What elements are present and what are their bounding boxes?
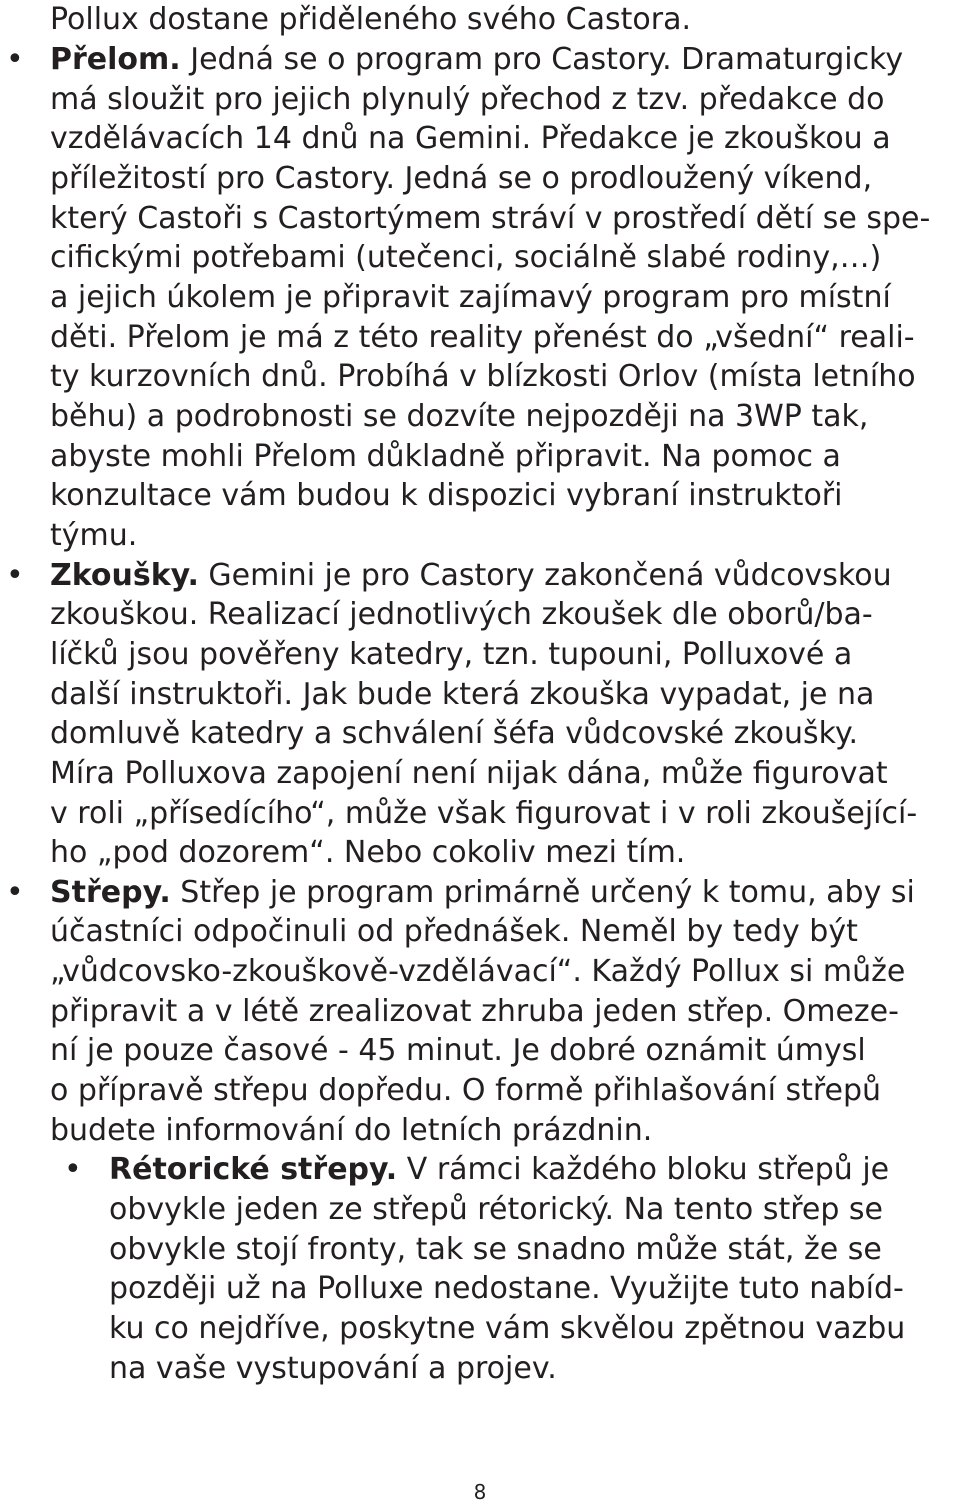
- zkousky-text-0: Gemini je pro Castory zakončená vůdcovskou: [198, 558, 892, 593]
- prelom-line-6: a jejich úkolem je připravit zajímavý program pro místní: [50, 280, 891, 315]
- prelom-line-2: vzdělávacích 14 dnů na Gemini. Předakce je zkouškou a: [50, 121, 891, 156]
- strepy-line-6: budete informování do letních prázdnin.: [50, 1113, 653, 1148]
- strepy-line-1: účastníci odpočinuli od přednášek. Neměl by tedy být: [50, 914, 858, 949]
- zkousky-line-1: zkouškou. Realizací jednotlivých zkoušek dle oborů/ba-: [50, 597, 873, 632]
- strepy-line-3: připravit a v létě zrealizovat zhruba jeden střep. Omeze-: [50, 994, 899, 1029]
- bullet-zkousky: •: [6, 558, 24, 593]
- retoricke-title: Rétorické střepy.: [109, 1152, 398, 1187]
- retoricke-line-0: [109, 1150, 889, 1190]
- strepy-line-2: „vůdcovsko-zkouškově-vzdělávací“. Každý Pollux si může: [50, 954, 906, 989]
- prelom-line-7: děti. Přelom je má z této reality přenést do „všední“ reali-: [50, 320, 915, 355]
- prelom-line-4: který Castoři s Castortýmem stráví v prostředí dětí se spe-: [50, 201, 931, 236]
- bullet-prelom: •: [6, 42, 24, 77]
- strepy-title: Střepy.: [50, 875, 171, 910]
- strepy-line-0: [50, 873, 915, 913]
- prelom-line-9: běhu) a podrobnosti se dozvíte nejpozději na 3WP tak,: [50, 399, 869, 434]
- zkousky-line-4: domluvě katedry a schválení šéfa vůdcovské zkoušky.: [50, 716, 858, 751]
- zkousky-title: Zkoušky.: [50, 558, 199, 593]
- zkousky-line-7: ho „pod dozorem“. Nebo cokoliv mezi tím.: [50, 835, 686, 870]
- prelom-title: Přelom.: [50, 42, 181, 77]
- prelom-line-0: [50, 40, 903, 80]
- zkousky-line-3: další instruktoři. Jak bude která zkouška vypadat, je na: [50, 677, 875, 712]
- retoricke-line-1: obvykle jeden ze střepů rétorický. Na tento střep se: [109, 1192, 884, 1227]
- retoricke-line-4: ku co nejdříve, poskytne vám skvělou zpětnou vazbu: [109, 1311, 906, 1346]
- prelom-line-3: příležitostí pro Castory. Jedná se o prodloužený víkend,: [50, 161, 873, 196]
- strepy-line-5: o přípravě střepu dopředu. O formě přihlašování střepů: [50, 1073, 882, 1108]
- prelom-text-0: Jedná se o program pro Castory. Dramaturgicky: [180, 42, 904, 77]
- zkousky-line-0: [50, 556, 892, 596]
- zkousky-line-5: Míra Polluxova zapojení není nijak dána, může figurovat: [50, 756, 888, 791]
- prelom-line-8: ty kurzovních dnů. Probíhá v blízkosti Orlov (místa letního: [50, 359, 916, 394]
- retoricke-line-5: na vaše vystupování a projev.: [109, 1351, 557, 1386]
- retoricke-line-2: obvykle stojí fronty, tak se snadno může stát, že se: [109, 1232, 882, 1267]
- intro-line: Pollux dostane přiděleného svého Castora.: [50, 2, 691, 37]
- prelom-line-10: abyste mohli Přelom důkladně připravit. Na pomoc a: [50, 439, 841, 474]
- strepy-line-4: ní je pouze časové - 45 minut. Je dobré oznámit úmysl: [50, 1033, 866, 1068]
- bullet-retoricke: •: [64, 1152, 82, 1187]
- prelom-line-5: cifickými potřebami (utečenci, sociálně slabé rodiny,…): [50, 240, 882, 275]
- page-number: 8: [473, 1480, 487, 1504]
- retoricke-line-3: později už na Polluxe nedostane. Využijte tuto nabíd-: [109, 1271, 904, 1306]
- prelom-line-1: má sloužit pro jejich plynulý přechod z tzv. předakce do: [50, 82, 885, 117]
- prelom-line-11: konzultace vám budou k dispozici vybraní instruktoři: [50, 478, 843, 513]
- prelom-line-12: týmu.: [50, 518, 138, 553]
- retoricke-text-0: V rámci každého bloku střepů je: [397, 1152, 890, 1187]
- strepy-text-0: Střep je program primárně určený k tomu, aby si: [170, 875, 915, 910]
- zkousky-line-2: líčků jsou pověřeny katedry, tzn. tupouni, Polluxové a: [50, 637, 853, 672]
- zkousky-line-6: v roli „přísedícího“, může však figurovat i v roli zkoušející-: [50, 796, 918, 831]
- bullet-strepy: •: [6, 875, 24, 910]
